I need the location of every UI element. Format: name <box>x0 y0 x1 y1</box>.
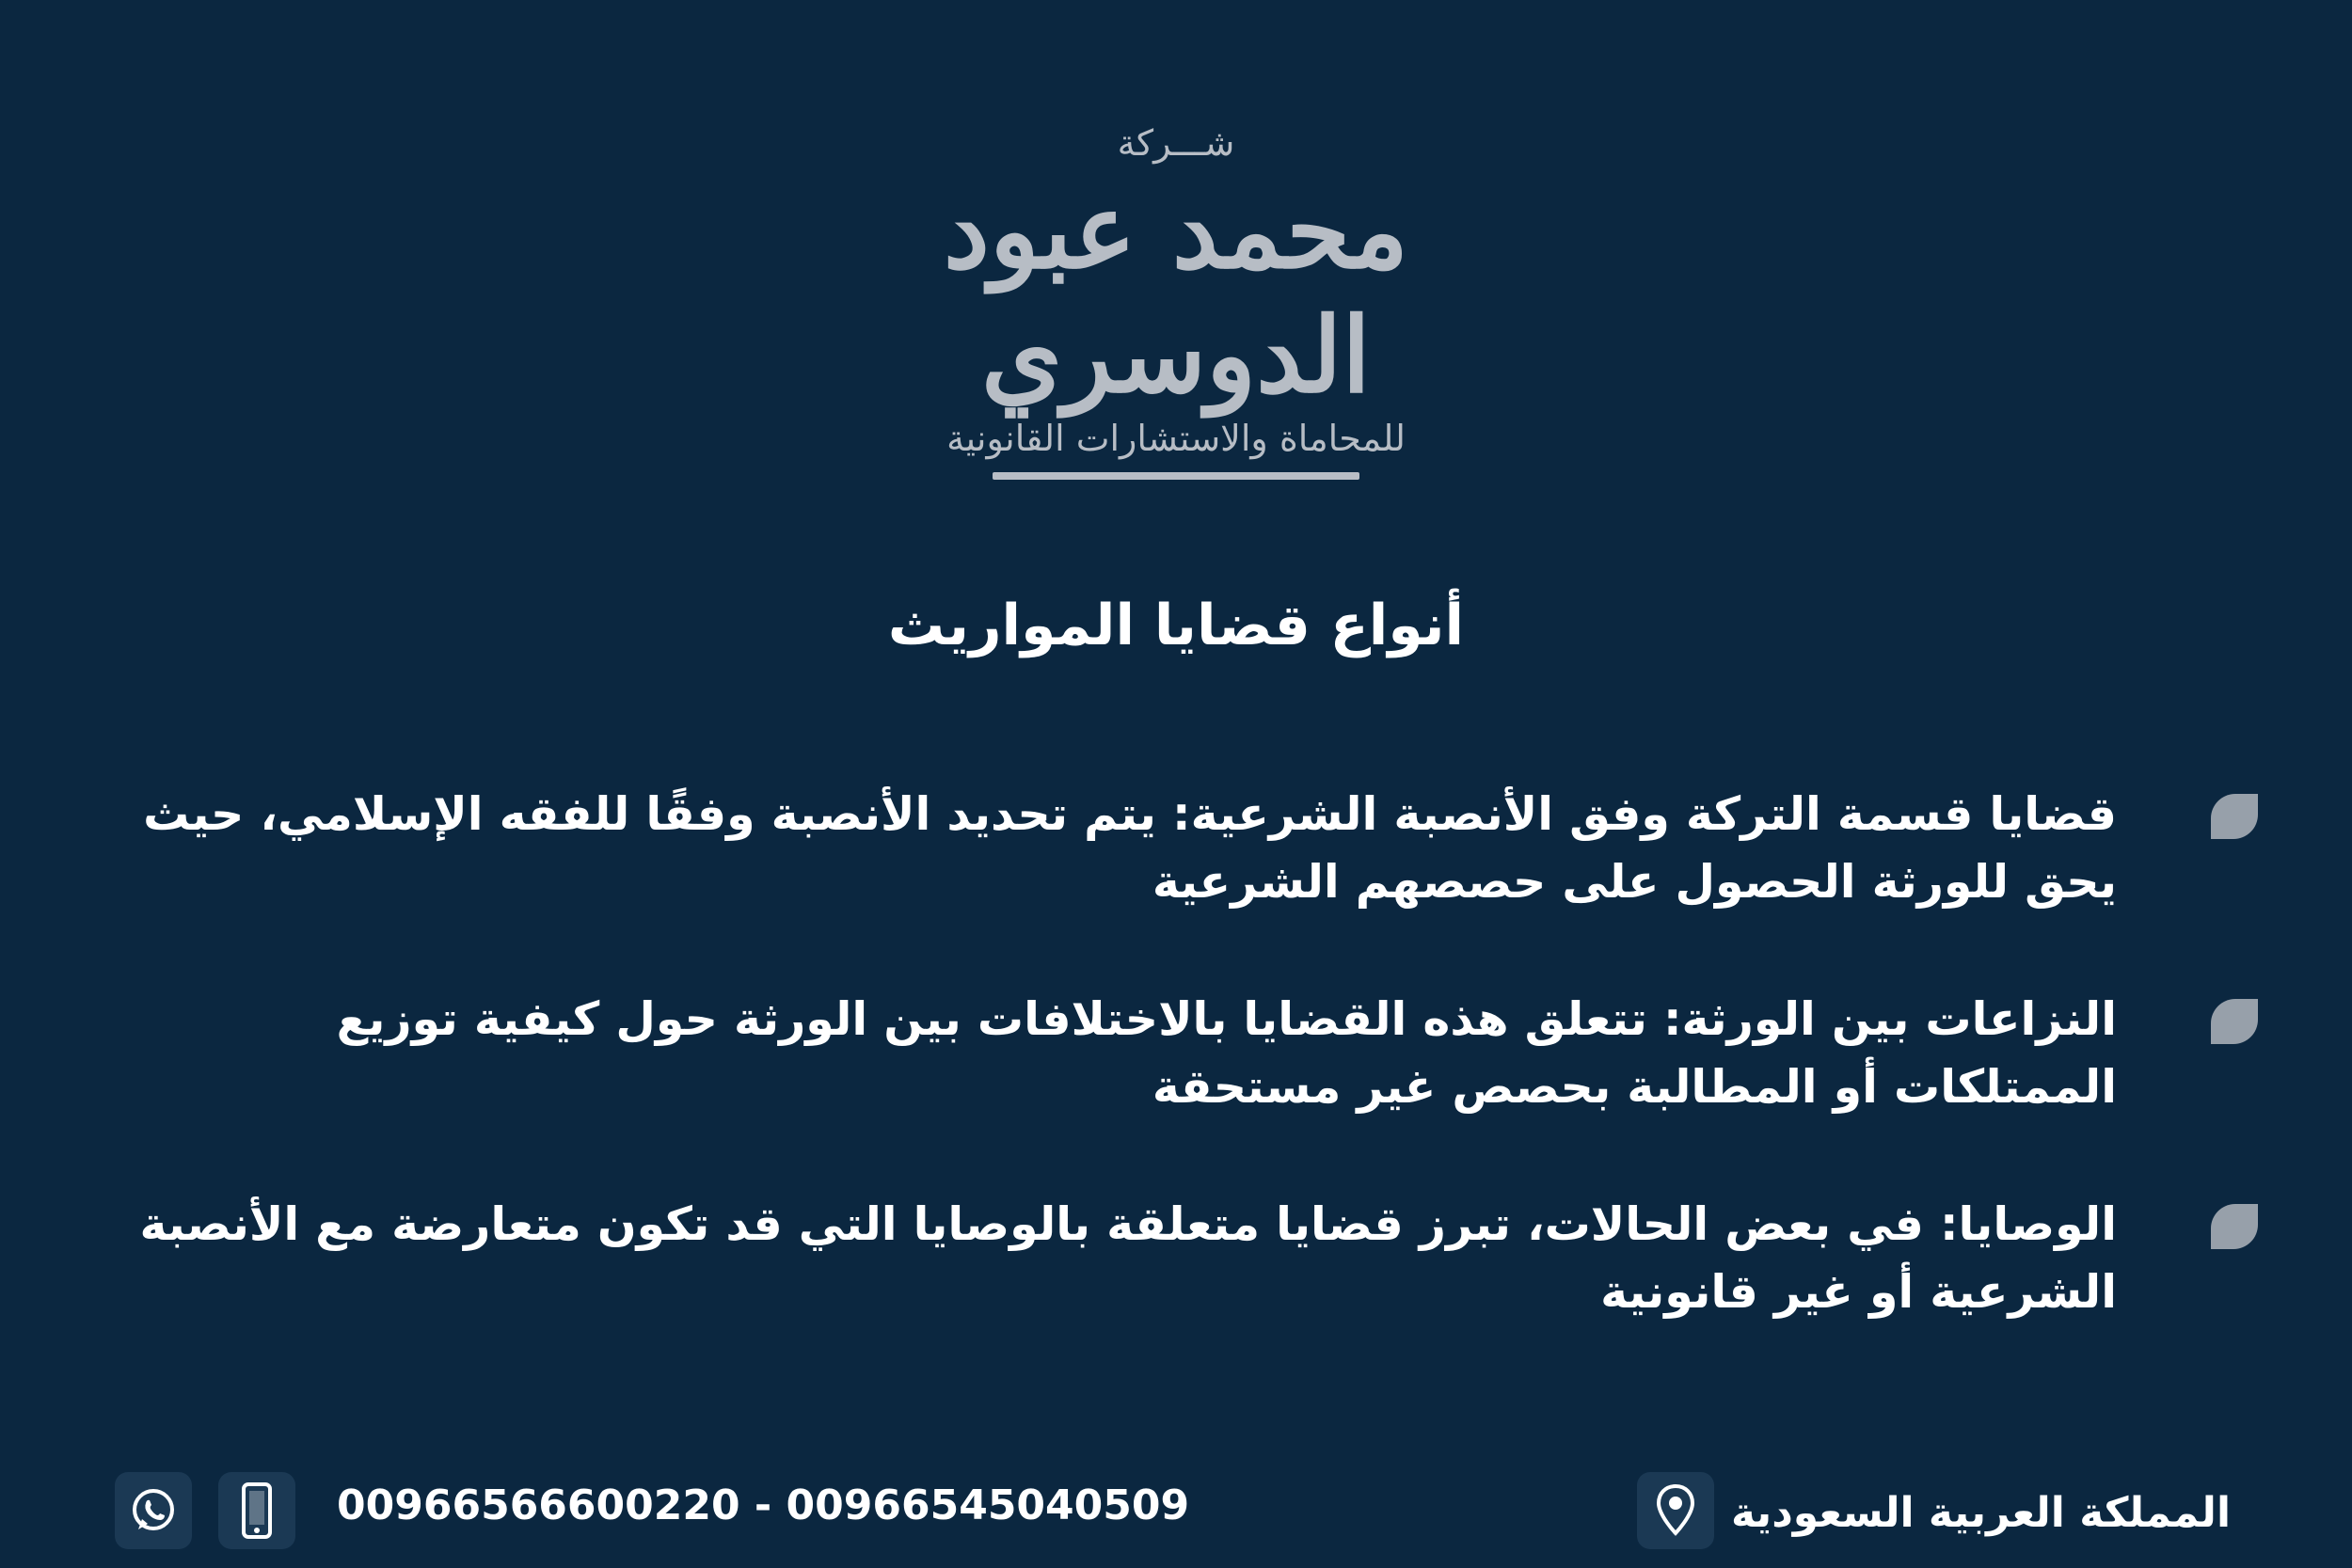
divider <box>993 472 1359 480</box>
list-item <box>122 781 2258 916</box>
location-pin-icon <box>1637 1472 1714 1549</box>
list-item-text: الوصايا: في بعض الحالات، تبرز قضايا متعلقة بالوصايا التي قد تكون متعارضة مع الأنصبة الشرعية أو غير قانونية <box>139 1197 2117 1319</box>
inheritance-case-list <box>122 781 2258 1396</box>
mobile-phone-icon[interactable] <box>218 1472 295 1549</box>
logo-company-name: محمد عبود الدوسري <box>943 170 1409 416</box>
page-title: أنواع قضايا المواريث <box>887 593 1465 658</box>
phone-numbers[interactable]: 00966566600220 - 00966545040509 <box>337 1481 1190 1529</box>
leaf-bullet-icon <box>2211 1204 2258 1249</box>
whatsapp-icon[interactable] <box>115 1472 192 1549</box>
list-item-text: قضايا قسمة التركة وفق الأنصبة الشرعية: يتم تحديد الأنصبة وفقًا للفقه الإسلامي، حيث يحق للورثة الحصول على حصصهم الشرعية <box>143 787 2117 909</box>
footer <box>0 1472 2352 1547</box>
leaf-bullet-icon <box>2211 794 2258 839</box>
company-logo <box>753 113 1599 459</box>
logo-subtitle: للمحاماة والاستشارات القانونية <box>946 418 1406 459</box>
list-item-text: النزاعات بين الورثة: تتعلق هذه القضايا بالاختلافات بين الورثة حول كيفية توزيع الممتلكات أو المطالبة بحصص غير مستحقة <box>336 992 2117 1114</box>
list-item <box>122 1191 2258 1326</box>
leaf-bullet-icon <box>2211 999 2258 1044</box>
logo-company-word: شـــركة <box>1117 122 1235 164</box>
location-text: المملكة العربية السعودية <box>1731 1489 2232 1537</box>
list-item <box>122 986 2258 1121</box>
